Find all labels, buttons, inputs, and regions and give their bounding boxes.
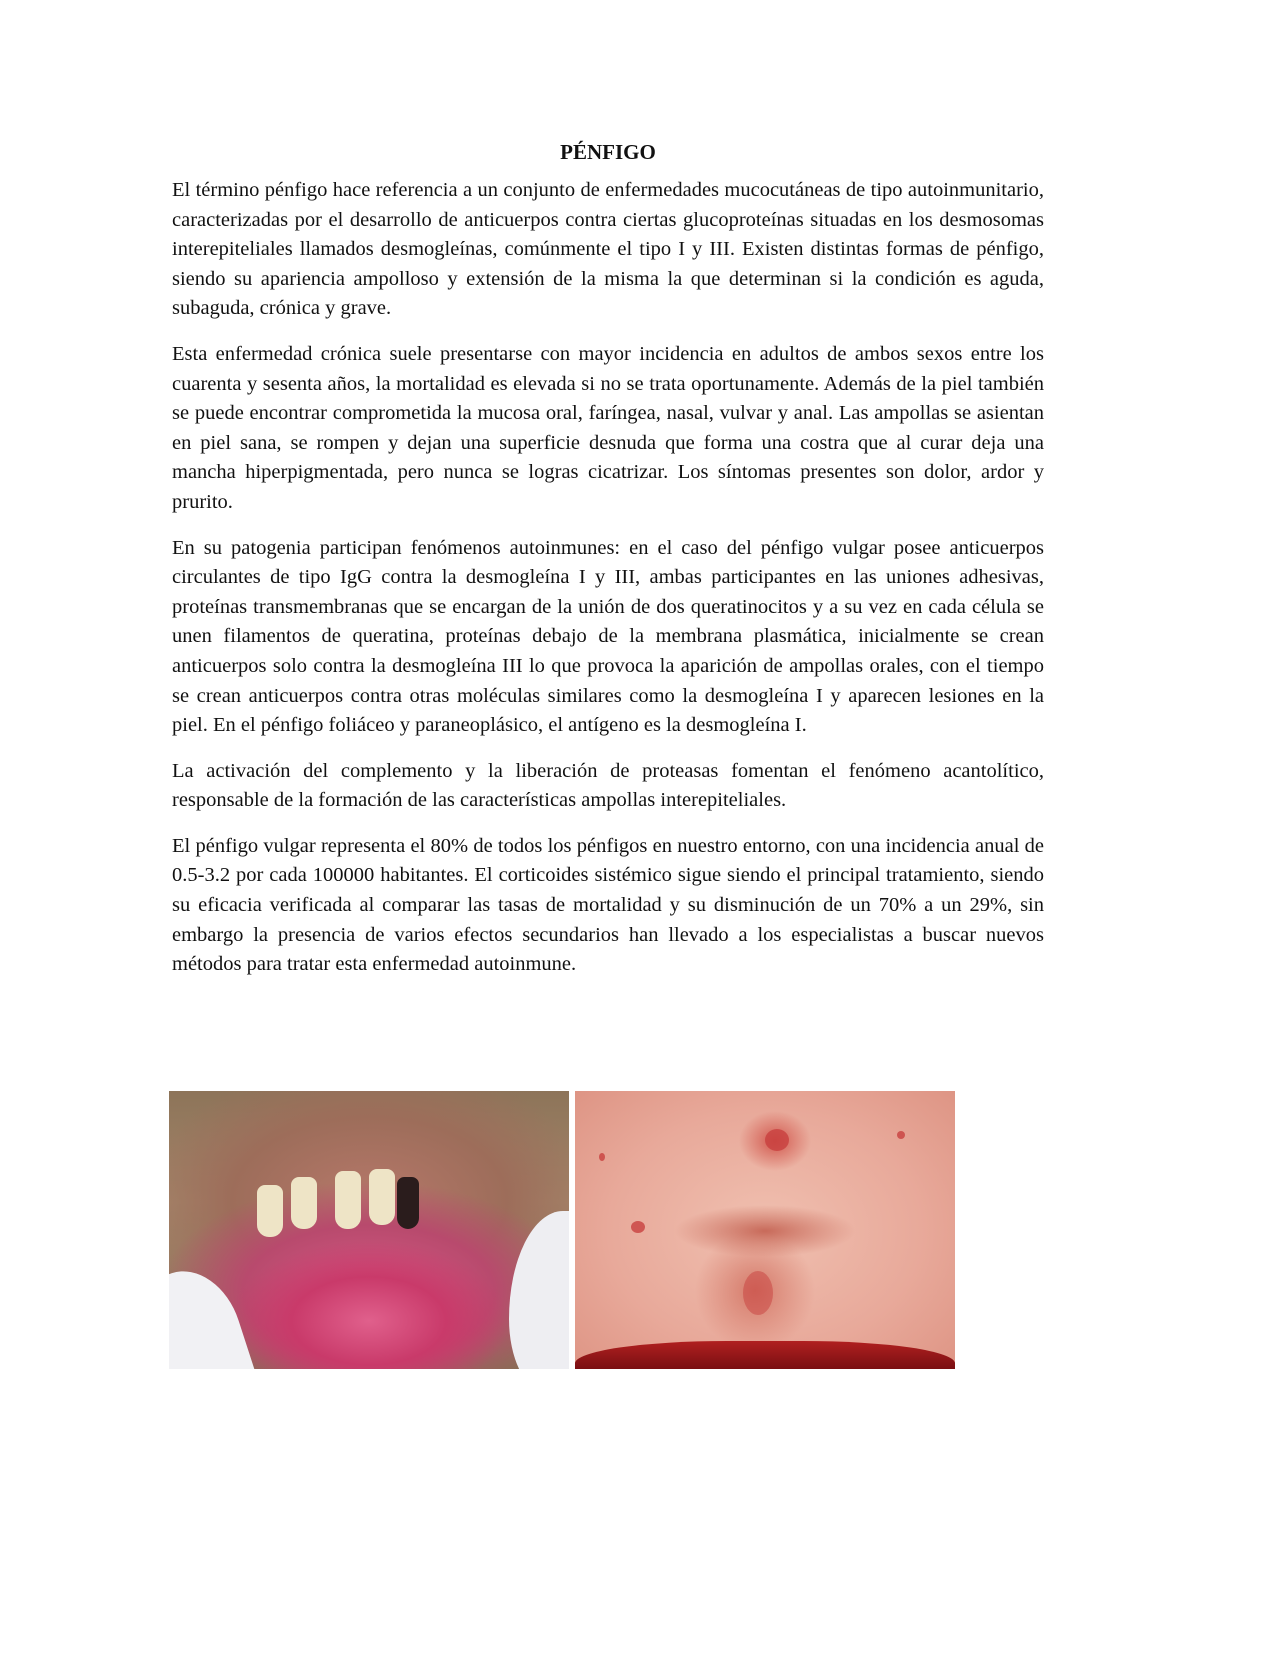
paragraph-4: La activación del complemento y la liberación de proteasas fomentan el fenómeno acantolítico, responsable de la formación de las características ampollas interepiteliales. [172,759,1044,812]
glove-right [509,1211,569,1369]
document-title: PÉNFIGO [560,140,656,164]
figures-row [169,1091,959,1369]
red-shirt [575,1341,955,1369]
document-page [172,138,1044,996]
paragraph-1: El término pénfigo hace referencia a un conjunto de enfermedades mucocutáneas de tipo autoinmunitario, caracterizadas por el desarrollo de anticuerpos contra ciertas glucoproteínas situadas en los desmosomas interepiteliales llamados desmogleínas, comúnmente el tipo I y III. Existen distintas formas de pénfigo, siendo su apariencia ampolloso y extensión de la misma la que determinan si la condición es aguda, subaguda, crónica y grave. [172,179,1044,320]
oral-lesions-photo [169,1091,569,1369]
paragraph-3: En su patogenia participan fenómenos autoinmunes: en el caso del pénfigo vulgar posee anticuerpos circulantes de tipo IgG contra la desmogleína I y III, ambas participantes en las uniones adhesivas, proteínas transmembranas que se encargan de la unión de dos queratinocitos y a su vez en cada célula se unen filamentos de queratina, proteínas debajo de la membrana plasmática, inicialmente se crean anticuerpos solo contra la desmogleína III lo que provoca la aparición de ampollas orales, con el tiempo se crean anticuerpos contra otras moléculas similares como la desmogleína I y aparecen lesiones en la piel. En el pénfigo foliáceo y paraneoplásico, el antígeno es la desmogleína I. [172,536,1044,737]
teeth-detail [257,1171,427,1231]
facial-lesions-photo [575,1091,955,1369]
paragraph-2: Esta enfermedad crónica suele presentarse con mayor incidencia en adultos de ambos sexos entre los cuarenta y sesenta años, la mortalidad es elevada si no se trata oportunamente. Además de la piel también se puede encontrar comprometida la mucosa oral, faríngea, nasal, vulvar y anal. Las ampollas se asientan en piel sana, se rompen y dejan una superficie desnuda que forma una costra que al curar deja una mancha hiperpigmentada, pero nunca se logras cicatrizar. Los síntomas presentes son dolor, ardor y prurito. [172,342,1044,513]
glove-left [169,1258,255,1369]
paragraph-5: El pénfigo vulgar representa el 80% de todos los pénfigos en nuestro entorno, con una incidencia anual de 0.5-3.2 por cada 100000 habitantes. El corticoides sistémico sigue siendo el principal tratamiento, siendo su eficacia verificada al comparar las tasas de mortalidad y su disminución de un 70% a un 29%, sin embargo la presencia de varios efectos secundarios han llevado a los especialistas a buscar nuevos métodos para tratar esta enfermedad autoinmune. [172,834,1044,976]
